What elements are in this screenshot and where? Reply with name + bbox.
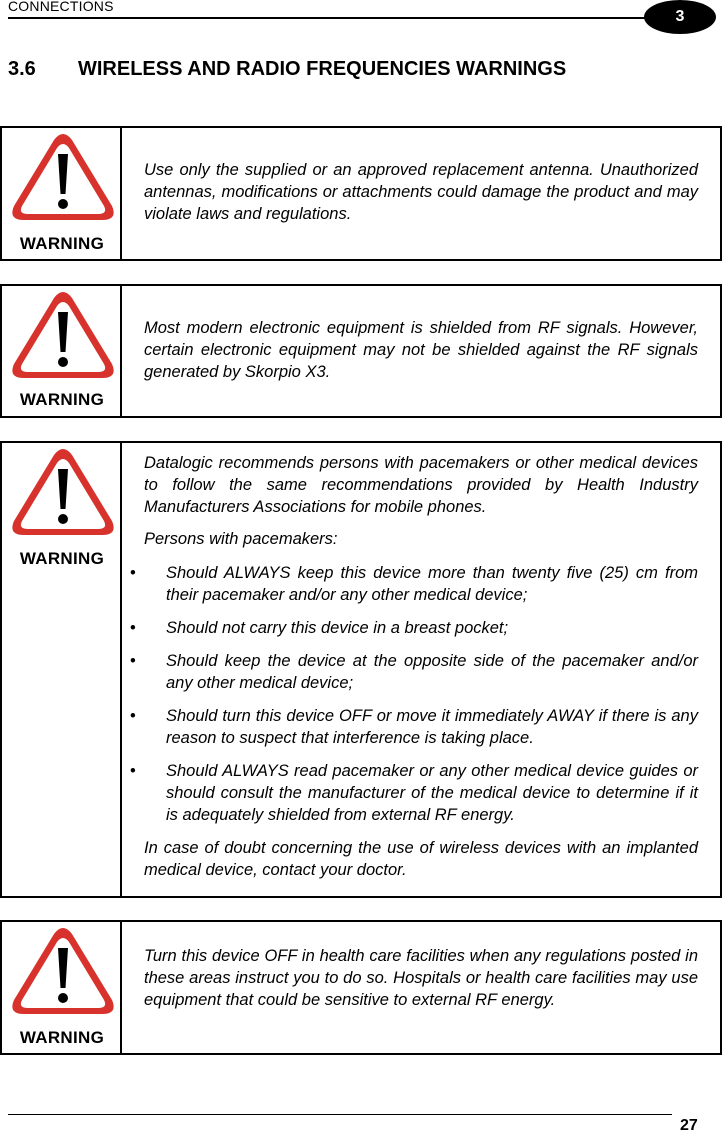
section-heading [8,58,566,81]
warning-box-pacemaker [0,441,722,898]
warning-lead: Persons with pacemakers: [144,530,338,548]
warning-triangle-icon [10,132,116,224]
warning-paragraph: Turn this device OFF in health care facilities when any regulations posted in these areas instruct you to do so. Hospitals or health care facilities may use equipment that could be sensitive to external RF energy. [144,947,698,1009]
list-item: • Should keep the device at the opposite side of the pacemaker and/or any other medical device; [130,652,698,692]
warning-paragraph: Most modern electronic equipment is shielded from RF signals. However, certain electronic equipment may not be shielded against the RF signals generated by Skorpio X3. [144,319,698,381]
warning-triangle-icon [10,447,116,539]
warning-divider [120,441,122,898]
footer-rule [8,1114,672,1115]
warning-box-health-care [0,920,722,1055]
warning-triangle-icon [10,290,116,382]
warning-label: WARNING [19,1028,105,1047]
warning-text-shielding [144,317,698,383]
section-number: 3.6 [8,58,36,80]
warning-closing: In case of doubt concerning the use of wireless devices with an implanted medical device, contact your doctor. [144,839,698,879]
pacemaker-guidelines-list [130,562,698,826]
warning-text-health-care [144,945,698,1011]
warning-box-antenna [0,126,722,261]
running-header-section: CONNECTIONS [8,0,114,14]
section-title: WIRELESS AND RADIO FREQUENCIES WARNINGS [78,58,567,80]
page-number: 27 [680,1117,698,1134]
list-item: • Should not carry this device in a breast pocket; [130,619,509,637]
list-item: • Should ALWAYS keep this device more than twenty five (25) cm from their pacemaker and/or any other medical device; [130,564,698,604]
warning-label: WARNING [19,390,105,409]
list-item: • Should ALWAYS read pacemaker or any other medical device guides or should consult the manufacturer of the medical device to determine if it is adequately shielded from external RF energy. [130,762,698,824]
warning-text-antenna [144,159,698,225]
header-rule [8,17,668,19]
warning-intro: Datalogic recommends persons with pacemakers or other medical devices to follow the same recommendations provided by Health Industry Manufacturers Associations for mobile phones. [144,454,698,516]
warning-triangle-icon [10,926,116,1018]
warning-text-pacemaker [130,452,698,881]
chapter-badge: 3 [644,0,716,34]
warning-label: WARNING [19,549,105,568]
warning-label: WARNING [19,234,105,253]
list-item: • Should turn this device OFF or move it immediately AWAY if there is any reason to suspect that interference is taking place. [130,707,698,747]
warning-box-shielding [0,284,722,418]
warning-paragraph: Use only the supplied or an approved replacement antenna. Unauthorized antennas, modifications or attachments could damage the product and may violate laws and regulations. [144,161,698,223]
